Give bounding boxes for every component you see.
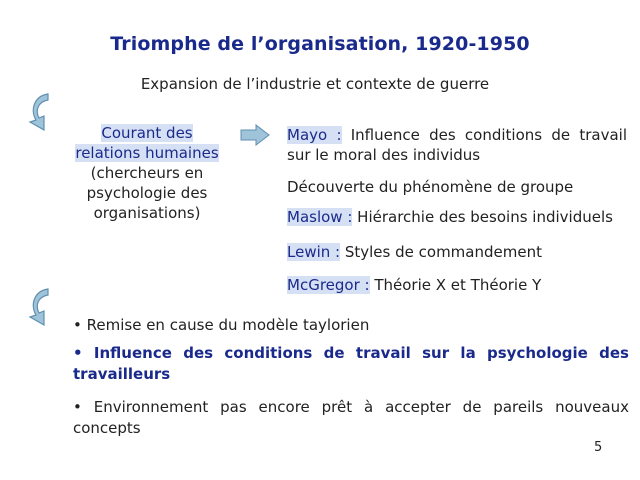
- maslow-text: Hiérarchie des besoins individuels: [352, 208, 613, 226]
- right-arrow-icon: [240, 124, 270, 146]
- lewin-name: Lewin :: [287, 243, 341, 261]
- mayo-text: Influence des conditions de travail sur le moral des individus: [287, 126, 627, 164]
- mcgregor-name: McGregor :: [287, 276, 370, 294]
- mcgregor-item: [287, 275, 541, 295]
- bullet-marker: •: [73, 316, 82, 334]
- page-number: 5: [594, 440, 603, 455]
- mcgregor-text: Théorie X et Théorie Y: [369, 276, 542, 294]
- decouverte-item: Découverte du phénomène de groupe: [287, 178, 574, 196]
- bullet-item: [73, 343, 629, 385]
- maslow-name: Maslow :: [287, 208, 353, 226]
- bullet-item: [73, 315, 629, 336]
- left-box-line1: Courant des: [101, 124, 193, 142]
- lewin-text: Styles de commandement: [340, 243, 542, 261]
- lewin-item: [287, 242, 542, 262]
- human-relations-box: [62, 123, 232, 223]
- bullet-item: [73, 397, 629, 439]
- mayo-name: Mayo :: [287, 126, 342, 144]
- slide-title: Triomphe de l’organisation, 1920-1950: [110, 33, 530, 55]
- bullet-text: Remise en cause du modèle taylorien: [86, 316, 370, 334]
- left-box-line3: (chercheurs en: [90, 164, 204, 182]
- left-box-line5: organisations): [93, 204, 201, 222]
- curved-arrow-icon: [24, 283, 70, 329]
- left-box-line2: relations humaines: [75, 144, 219, 162]
- slide-subtitle: Expansion de l’industrie et contexte de guerre: [140, 75, 490, 93]
- bullet-text: Environnement pas encore prêt à accepter de pareils nouveaux concepts: [73, 398, 629, 437]
- mayo-item: [287, 125, 627, 165]
- bullet-marker: •: [73, 398, 82, 416]
- maslow-item: [287, 207, 613, 227]
- bullet-text: Influence des conditions de travail sur la psychologie des travailleurs: [73, 344, 629, 383]
- left-box-line4: psychologie des: [86, 184, 208, 202]
- bullet-marker: •: [73, 344, 83, 362]
